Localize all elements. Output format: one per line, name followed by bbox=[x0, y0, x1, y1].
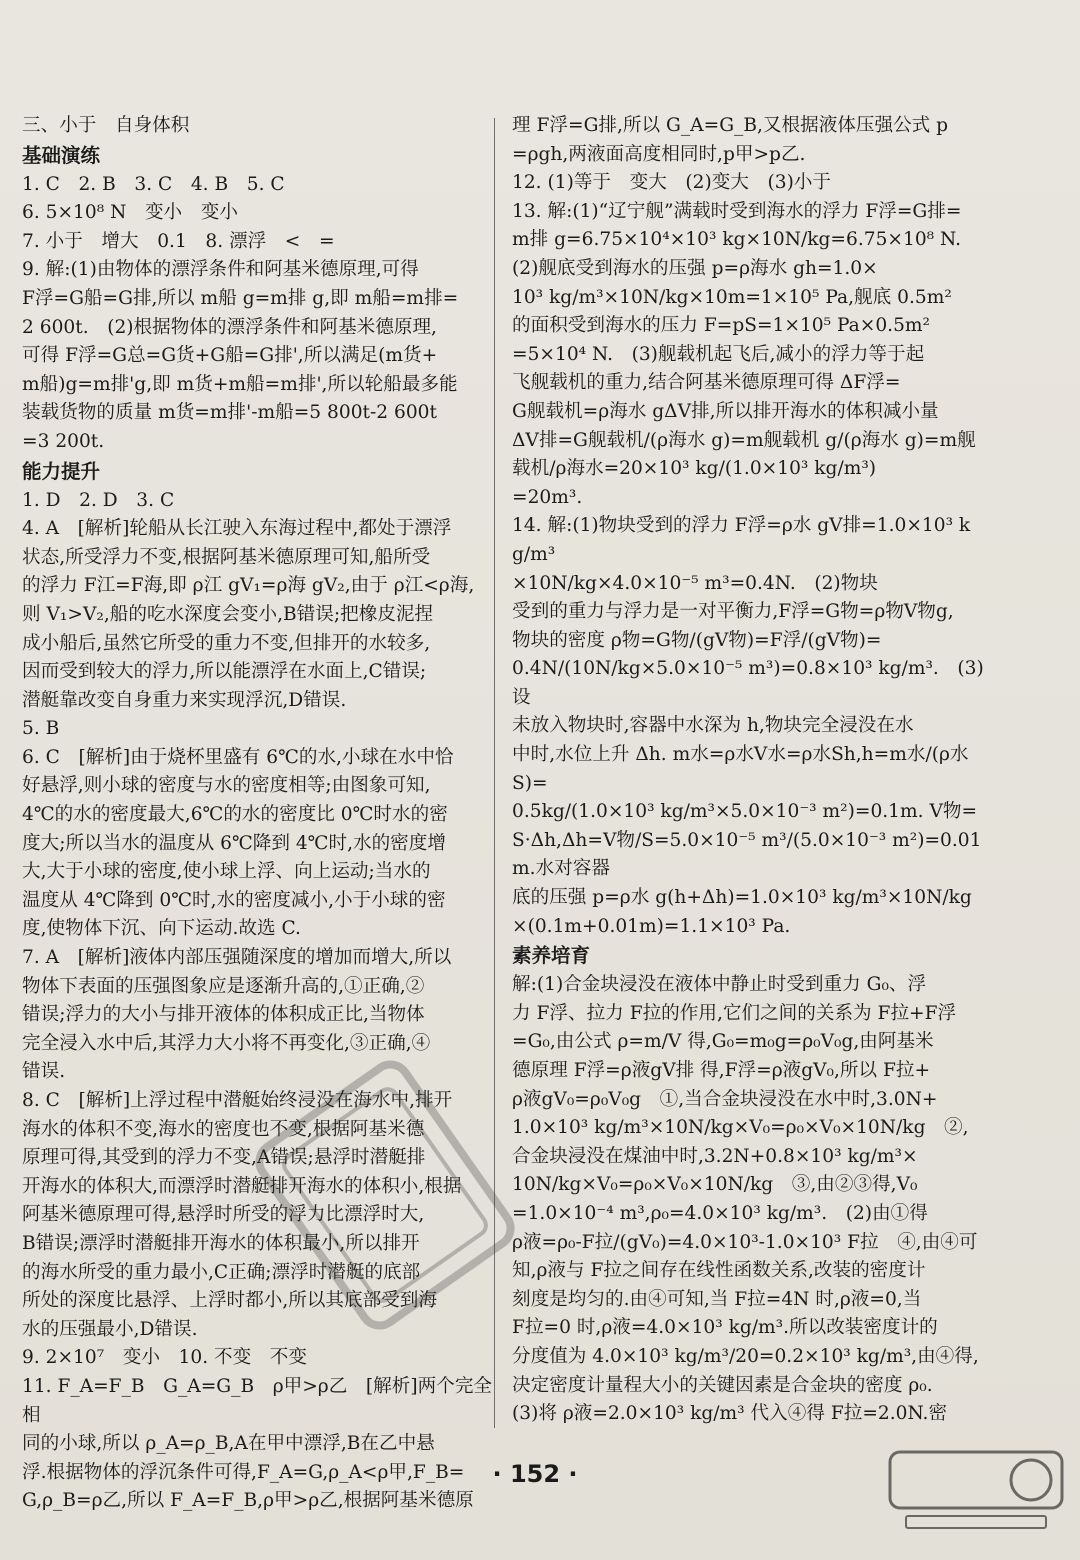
text-line: 4. A [解析]轮船从长江驶入东海过程中,都处于漂浮 bbox=[22, 518, 452, 540]
text-line: 10N/kg×V₀=ρ₀×V₀×10N/kg ③,由②③得,V₀ bbox=[512, 1174, 918, 1196]
text-line: =3 200t. bbox=[22, 430, 105, 452]
text-line: 错误;浮力的大小与排开液体的体积成正比,当物体 bbox=[22, 1004, 425, 1026]
text-line: =G₀,由公式 ρ=m/V 得,G₀=m₀g=ρ₀V₀g,由阿基米 bbox=[512, 1031, 934, 1053]
text-line: 11. F_A=F_B G_A=G_B ρ甲>ρ乙 [解析]两个完全相 bbox=[22, 1375, 493, 1426]
text-line: 分度值为 4.0×10³ kg/m³/20=0.2×10³ kg/m³,由④得, bbox=[512, 1345, 979, 1367]
text-line: ×10N/kg×4.0×10⁻⁵ m³=0.4N. (2)物块 bbox=[512, 572, 878, 594]
text-line: (3)将 ρ液=2.0×10³ kg/m³ 代入④得 F拉=2.0N.密 bbox=[512, 1403, 948, 1425]
text-line: 解:(1)合金块浸没在液体中静止时受到重力 G₀、浮 bbox=[512, 974, 927, 996]
text-line: 刻度是均匀的.由④可知,当 F拉=4N 时,ρ液=0,当 bbox=[512, 1288, 922, 1310]
text-line: 海水的体积不变,海水的密度也不变,根据阿基米德 bbox=[22, 1118, 425, 1140]
text-line: 可得 F浮=G总=G货+G船=G排',所以满足(m货+ bbox=[22, 345, 438, 367]
text-line: 1.0×10³ kg/m³×10N/kg×V₀=ρ₀×V₀×10N/kg ②, bbox=[512, 1117, 969, 1139]
text-line: 状态,所受浮力不变,根据阿基米德原理可知,船所受 bbox=[22, 546, 431, 568]
text-line: 则 V₁>V₂,船的吃水深度会变小,B错误;把橡皮泥捏 bbox=[22, 603, 434, 625]
text-line: 10³ kg/m³×10N/kg×10m=1×10⁵ Pa,舰底 0.5m² bbox=[512, 286, 952, 308]
text-line: 底的压强 p=ρ水 g(h+Δh)=1.0×10³ kg/m³×10N/kg bbox=[512, 887, 972, 909]
text-line: ΔV排=G舰载机/(ρ海水 g)=m舰载机 g/(ρ海水 g)=m舰载机/ρ海水=20×10³ kg/(1.0×10³ kg/m³) bbox=[512, 429, 976, 480]
text-line: ρ液gV₀=ρ₀V₀g ①,当合金块浸没在水中时,3.0N+ bbox=[512, 1088, 938, 1110]
text-line: =ρgh,两液面高度相同时,p甲>p乙. bbox=[512, 143, 806, 165]
text-line: G,ρ_B=ρ乙,所以 F_A=F_B,ρ甲>ρ乙,根据阿基米德原 bbox=[22, 1490, 474, 1512]
section-heading: 能力提升 bbox=[22, 459, 101, 483]
text-line: 开海水的体积大,而漂浮时潜艇排开海水的体积小,根据 bbox=[22, 1175, 462, 1197]
text-line: 2 600t. (2)根据物体的漂浮条件和阿基米德原理, bbox=[22, 316, 437, 338]
text-line: 的浮力 F江=F海,即 ρ江 gV₁=ρ海 gV₂,由于 ρ江<ρ海, bbox=[22, 575, 475, 597]
text-line: 度大;所以当水的温度从 6℃降到 4℃时,水的密度增 bbox=[22, 832, 446, 854]
text-line: m排 g=6.75×10⁴×10³ kg×10N/kg=6.75×10⁸ N. bbox=[512, 229, 962, 251]
section-heading: 基础演练 bbox=[22, 143, 101, 167]
text-line: 9. 2×10⁷ 变小 10. 不变 不变 bbox=[22, 1347, 307, 1369]
text-line: 9. 解:(1)由物体的漂浮条件和阿基米德原理,可得 bbox=[22, 259, 419, 281]
text-line: 水的压强最小,D错误. bbox=[22, 1318, 198, 1340]
text-line: 三、小于 自身体积 bbox=[22, 115, 190, 136]
text-line: 德原理 F浮=ρ液gV排 得,F浮=ρ液gV₀,所以 F拉+ bbox=[512, 1060, 931, 1081]
text-line: 理 F浮=G排,所以 G_A=G_B,又根据液体压强公式 p bbox=[512, 115, 949, 136]
text-line: 成小船后,虽然它所受的重力不变,但排开的水较多, bbox=[22, 632, 431, 654]
text-line: =20m³. bbox=[512, 486, 583, 508]
page-number: · 152 · bbox=[492, 1460, 578, 1488]
text-line: 因而受到较大的浮力,所以能漂浮在水面上,C错误; bbox=[22, 661, 427, 683]
text-line: 浮.根据物体的浮沉条件可得,F_A=G,ρ_A<ρ甲,F_B= bbox=[22, 1461, 465, 1483]
text-line: 8. C [解析]上浮过程中潜艇始终浸没在海水中,排开 bbox=[22, 1090, 453, 1111]
text-line: 6. 5×10⁸ N 变小 变小 bbox=[22, 202, 238, 224]
text-line: 物体下表面的压强图象应是逐渐升高的,①正确,② bbox=[22, 975, 425, 997]
text-line: 0.5kg/(1.0×10³ kg/m³×5.0×10⁻³ m²)=0.1m. V物= bbox=[512, 801, 978, 823]
text-line: 阿基米德原理可得,悬浮时所受的浮力比漂浮时大, bbox=[22, 1204, 425, 1226]
text-line: 好悬浮,则小球的密度与水的密度相等;由图象可知, bbox=[22, 775, 431, 797]
section-heading: 素养培育 bbox=[512, 944, 591, 968]
text-line: 12. (1)等于 变大 (2)变大 (3)小于 bbox=[512, 172, 832, 194]
text-line: 物块的密度 ρ物=G物/(gV物)=F浮/(gV物)= bbox=[512, 629, 882, 651]
text-line: 合金块浸没在煤油中时,3.2N+0.8×10³ kg/m³× bbox=[512, 1145, 918, 1167]
text-line: 温度从 4℃降到 0℃时,水的密度减小,小于小球的密 bbox=[22, 889, 446, 911]
text-line: 中时,水位上升 Δh. m水=ρ水V水=ρ水Sh,h=m水/(ρ水S)= bbox=[512, 744, 969, 794]
text-line: 大,大于小球的密度,使小球上浮、向上运动;当水的 bbox=[22, 861, 431, 883]
text-line: 飞舰载机的重力,结合阿基米德原理可得 ΔF浮= bbox=[512, 372, 901, 394]
text-line: 6. C [解析]由于烧杯里盛有 6℃的水,小球在水中恰 bbox=[22, 746, 454, 768]
text-line: 同的小球,所以 ρ_A=ρ_B,A在甲中漂浮,B在乙中悬 bbox=[22, 1433, 435, 1455]
text-line: 装载货物的质量 m货=m排'-m船=5 800t-2 600t bbox=[22, 402, 437, 424]
text-line: 受到的重力与浮力是一对平衡力,F浮=G物=ρ物V物g, bbox=[512, 601, 954, 623]
text-line: 错误. bbox=[22, 1061, 66, 1083]
text-line: B错误;漂浮时潜艇排开海水的体积最小,所以排开 bbox=[22, 1232, 420, 1254]
text-line: ρ液=ρ₀-F拉/(gV₀)=4.0×10³-1.0×10³ F拉 ④,由④可 bbox=[512, 1231, 978, 1253]
text-line: 力 F浮、拉力 F拉的作用,它们之间的关系为 F拉+F浮 bbox=[512, 1002, 957, 1024]
text-line: ×(0.1m+0.01m)=1.1×10³ Pa. bbox=[512, 915, 791, 937]
text-line: 1. D 2. D 3. C bbox=[22, 489, 175, 511]
text-line: m船)g=m排'g,即 m货+m船=m排',所以轮船最多能 bbox=[22, 373, 458, 395]
text-line: 0.4N/(10N/kg×5.0×10⁻⁵ m³)=0.8×10³ kg/m³. (3)设 bbox=[512, 658, 984, 708]
text-line: S·Δh,Δh=V物/S=5.0×10⁻⁵ m³/(5.0×10⁻³ m²)=0.01m.水对容器 bbox=[512, 829, 982, 880]
text-line: F拉=0 时,ρ液=4.0×10³ kg/m³.所以改装密度计的 bbox=[512, 1317, 938, 1339]
text-line: F浮=G船=G排,所以 m船 g=m排 g,即 m船=m排= bbox=[22, 287, 459, 309]
right-column bbox=[512, 112, 986, 1429]
text-line: 决定密度计量程大小的关键因素是合金块的密度 ρ₀. bbox=[512, 1374, 933, 1396]
text-line: 的海水所受的重力最小,C正确;漂浮时潜艇的底部 bbox=[22, 1261, 421, 1283]
text-line: (2)舰底受到海水的压强 p=ρ海水 gh=1.0× bbox=[512, 257, 878, 279]
text-line: 原理可得,其受到的浮力不变,A错误;悬浮时潜艇排 bbox=[22, 1147, 426, 1169]
text-line: =1.0×10⁻⁴ m³,ρ₀=4.0×10³ kg/m³. (2)由①得 bbox=[512, 1202, 928, 1224]
text-line: 13. 解:(1)“辽宁舰”满载时受到海水的浮力 F浮=G排= bbox=[512, 200, 962, 222]
text-line: =5×10⁴ N. (3)舰载机起飞后,减小的浮力等于起 bbox=[512, 343, 925, 365]
text-line: 14. 解:(1)物块受到的浮力 F浮=ρ水 gV排=1.0×10³ kg/m³ bbox=[512, 515, 971, 565]
text-line: 1. C 2. B 3. C 4. B 5. C bbox=[22, 173, 285, 195]
text-line: 所处的深度比悬浮、上浮时都小,所以其底部受到海 bbox=[22, 1290, 437, 1312]
text-line: 7. A [解析]液体内部压强随深度的增加而增大,所以 bbox=[22, 947, 452, 969]
site-logo bbox=[886, 1446, 1066, 1536]
text-line: 未放入物块时,容器中水深为 h,物块完全浸没在水 bbox=[512, 715, 914, 737]
text-line: 知,ρ液与 F拉之间存在线性函数关系,改装的密度计 bbox=[512, 1260, 926, 1282]
text-line: 完全浸入水中后,其浮力大小将不再变化,③正确,④ bbox=[22, 1032, 431, 1054]
text-line: 潜艇靠改变自身重力来实现浮沉,D错误. bbox=[22, 689, 347, 711]
text-line: 4℃的水的密度最大,6℃的水的密度比 0℃时水的密 bbox=[22, 804, 448, 826]
text-line: 的面积受到海水的压力 F=pS=1×10⁵ Pa×0.5m² bbox=[512, 315, 930, 337]
text-line: 5. B bbox=[22, 718, 60, 740]
text-line: 度,使物体下沉、向下运动.故选 C. bbox=[22, 918, 301, 940]
text-line: 7. 小于 增大 0.1 8. 漂浮 < = bbox=[22, 230, 335, 252]
text-line: G舰载机=ρ海水 gΔV排,所以排开海水的体积减小量 bbox=[512, 400, 939, 422]
